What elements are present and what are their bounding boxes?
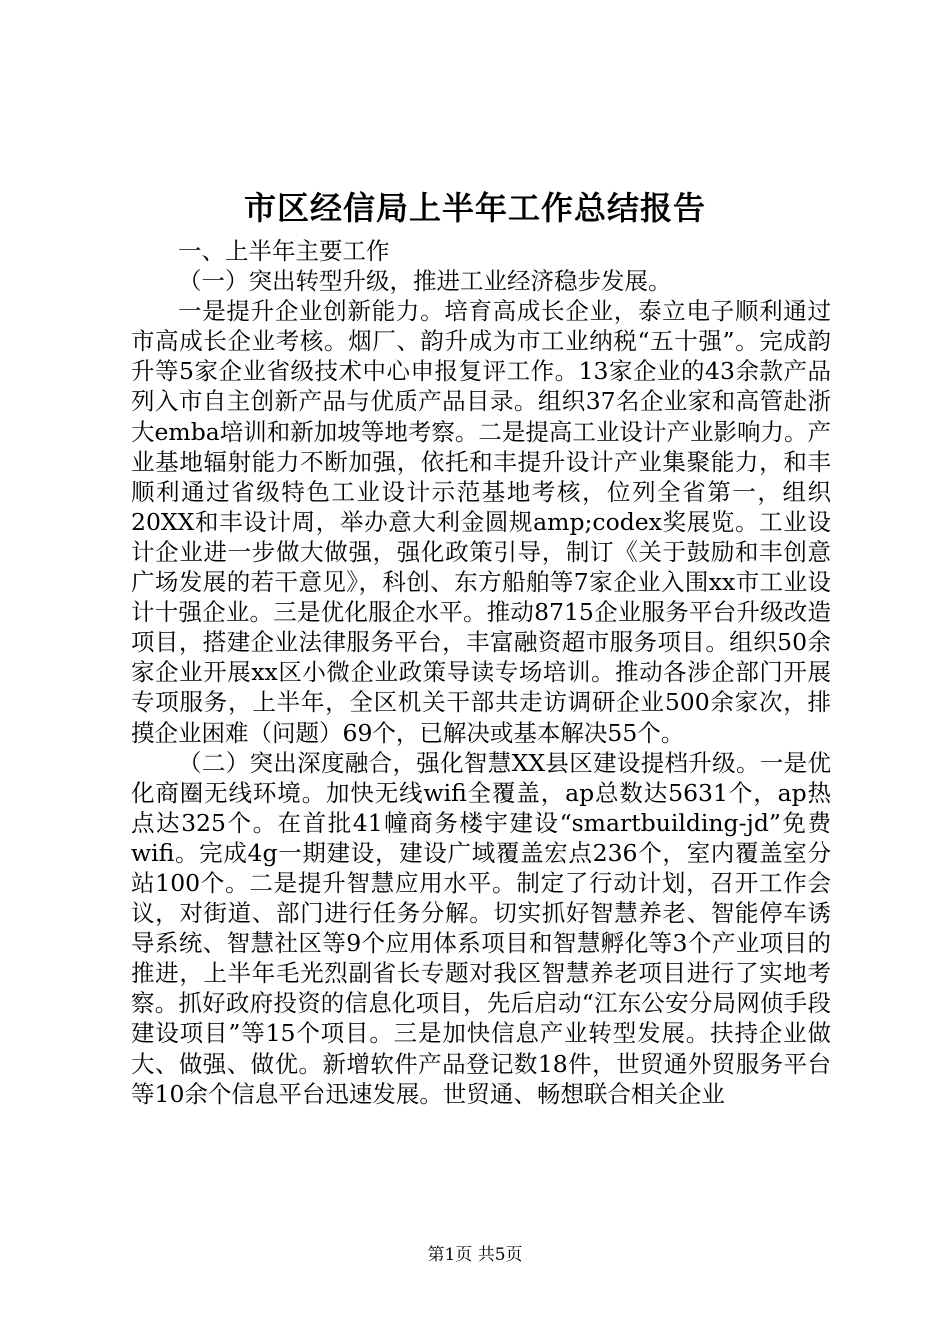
document-title: 市区经信局上半年工作总结报告 — [243, 189, 706, 227]
body-paragraph: （二）突出深度融合，强化智慧XX县区建设提档升级。一是优化商圈无线环境。加快无线wifi全覆盖，ap总数达5631个，ap热点达325个。在首批41幢商务楼宇建设“smartbuilding-jd”免费wifi。完成4g一期建设，建设广域覆盖宏点236个，室内覆盖室分站100个。二是提升智慧应用水平。制定了行动计划，召开工作会议，对街道、部门进行任务分解。切实抓好智慧养老、智能停车诱导系统、智慧社区等9个应用体系项目和智慧孵化等3个产业项目的推进，上半年毛光烈副省长专题对我区智慧养老项目进行了实地考察。抓好政府投资的信息化项目，先后启动“江东公安分局网侦手段建设项目”等15个项目。三是加快信息产业转型发展。扶持企业做大、做强、做优。新增软件产品登记数18件，世贸通外贸服务平台等10余个信息平台迅速发展。世贸通、畅想联合相关企业 — [131, 748, 831, 1108]
document-body — [131, 236, 831, 1109]
subsection-heading: （一）突出转型升级，推进工业经济稳步发展。 — [178, 267, 672, 296]
page-footer: 第1页 共5页 — [427, 1245, 523, 1265]
section-heading: 一、上半年主要工作 — [178, 237, 390, 265]
body-paragraph: 一是提升企业创新能力。培育高成长企业，泰立电子顺利通过市高成长企业考核。烟厂、韵升成为市工业纳税“五十强”。完成韵升等5家企业省级技术中心申报复评工作。13家企业的43余款产品列入市自主创新产品与优质产品目录。组织37名企业家和高管赴浙大emba培训和新加坡等地考察。二是提高工业设计产业影响力。产业基地辐射能力不断加强，依托和丰提升设计产业集聚能力，和丰顺利通过省级特色工业设计示范基地考核，位列全省第一，组织20XX和丰设计周，举办意大利金圆规amp;codex奖展览。工业设计企业进一步做大做强，强化政策引导，制订《关于鼓励和丰创意广场发展的若干意见》，科创、东方船舶等7家企业入围xx市工业设计十强企业。三是优化服企水平。推动8715企业服务平台升级改造项目，搭建企业法律服务平台，丰富融资超市服务项目。组织50余家企业开展xx区小微企业政策导读专场培训。推动各涉企部门开展专项服务，上半年，全区机关干部共走访调研企业500余家次，排摸企业困难（问题）69个，已解决或基本解决55个。 — [131, 297, 831, 747]
